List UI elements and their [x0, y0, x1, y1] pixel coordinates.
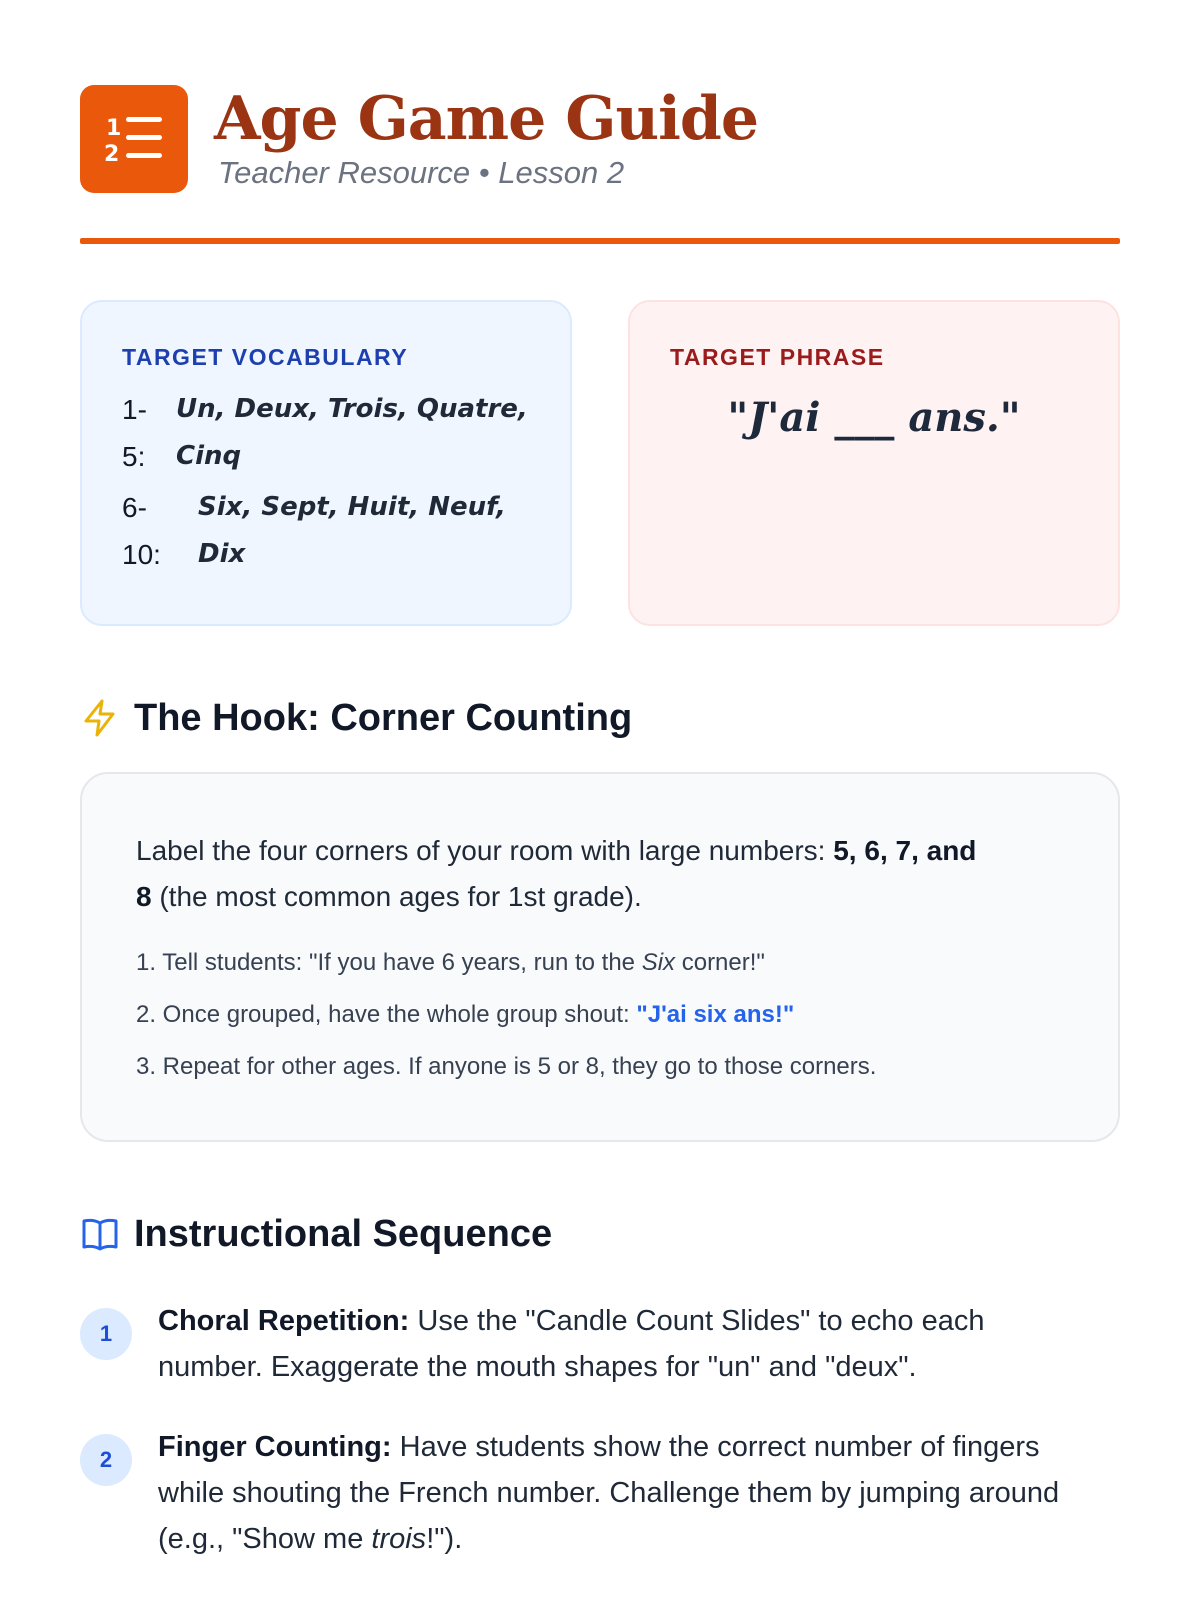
hook-heading — [80, 694, 1120, 742]
vocab-words: Cinq — [176, 441, 242, 471]
sequence-heading-text: Instructional Sequence — [134, 1213, 553, 1255]
header-divider — [80, 238, 1120, 244]
hook-heading-text: The Hook: Corner Counting — [134, 697, 633, 739]
open-book-icon — [80, 1214, 120, 1254]
target-cards — [80, 300, 1120, 626]
phrase-heading: TARGET PHRASE — [670, 344, 885, 370]
vocab-words: Six, Sept, Huit, Neuf, — [198, 492, 506, 522]
hook-step-2: 2. Once grouped, have the whole group shout: "J'ai six ans!" — [136, 1001, 795, 1028]
step-text: Finger Counting: Have students show the correct number of fingers while shouting the French number. Challenge them by jumping around (e.g., "Show me trois!"). — [158, 1431, 1060, 1555]
target-phrase-card — [628, 300, 1120, 626]
vocabulary-heading: TARGET VOCABULARY — [122, 344, 409, 370]
hook-step-1: 1. Tell students: "If you have 6 years, run to the Six corner!" — [136, 949, 765, 976]
vocab-range-label: 6- — [122, 492, 147, 523]
svg-text:2: 2 — [104, 142, 120, 167]
hook-intro: Label the four corners of your room with large numbers: 5, 6, 7, and 8 (the most common ages for 1st grade). — [136, 835, 977, 912]
svg-text:1: 1 — [106, 116, 122, 141]
list-item — [80, 1298, 1120, 1390]
vocab-range-label: 5: — [122, 441, 146, 472]
hook-steps — [136, 948, 1064, 1082]
page-title: Age Game Guide — [214, 84, 759, 154]
hook-shout-phrase: "J'ai six ans!" — [636, 1001, 795, 1028]
list-item — [80, 1424, 1120, 1562]
lightning-icon — [80, 698, 120, 738]
vocab-row-1-5 — [122, 386, 530, 480]
hook-step-3: 3. Repeat for other ages. If anyone is 5 or 8, they go to those corners. — [136, 1053, 877, 1080]
hook-ages: 5, 6, 7, and — [833, 835, 977, 866]
vocab-words: Un, Deux, Trois, Quatre, — [176, 394, 528, 424]
step-text: Choral Repetition: Use the "Candle Count Slides" to echo each number. Exaggerate the mouth shapes for "un" and "deux". — [158, 1305, 985, 1383]
step-number-badge: 1 — [80, 1308, 132, 1360]
step-number-badge: 2 — [80, 1434, 132, 1486]
sequence-list — [80, 1298, 1120, 1562]
hook-box — [80, 772, 1120, 1142]
hook-ages: 8 — [136, 881, 152, 912]
sequence-heading — [80, 1210, 1120, 1258]
target-phrase: "J'ai ___ ans." — [727, 394, 1021, 441]
vocab-range-label: 1- — [122, 394, 147, 425]
numbered-list-icon — [80, 85, 188, 193]
page-subtitle: Teacher Resource • Lesson 2 — [218, 155, 625, 190]
vocab-row-6-10 — [122, 484, 530, 578]
page-header — [80, 84, 1120, 194]
title-block — [214, 86, 758, 192]
vocab-words: Dix — [198, 539, 246, 569]
vocab-range-label: 10: — [122, 539, 161, 570]
target-vocabulary-card — [80, 300, 572, 626]
